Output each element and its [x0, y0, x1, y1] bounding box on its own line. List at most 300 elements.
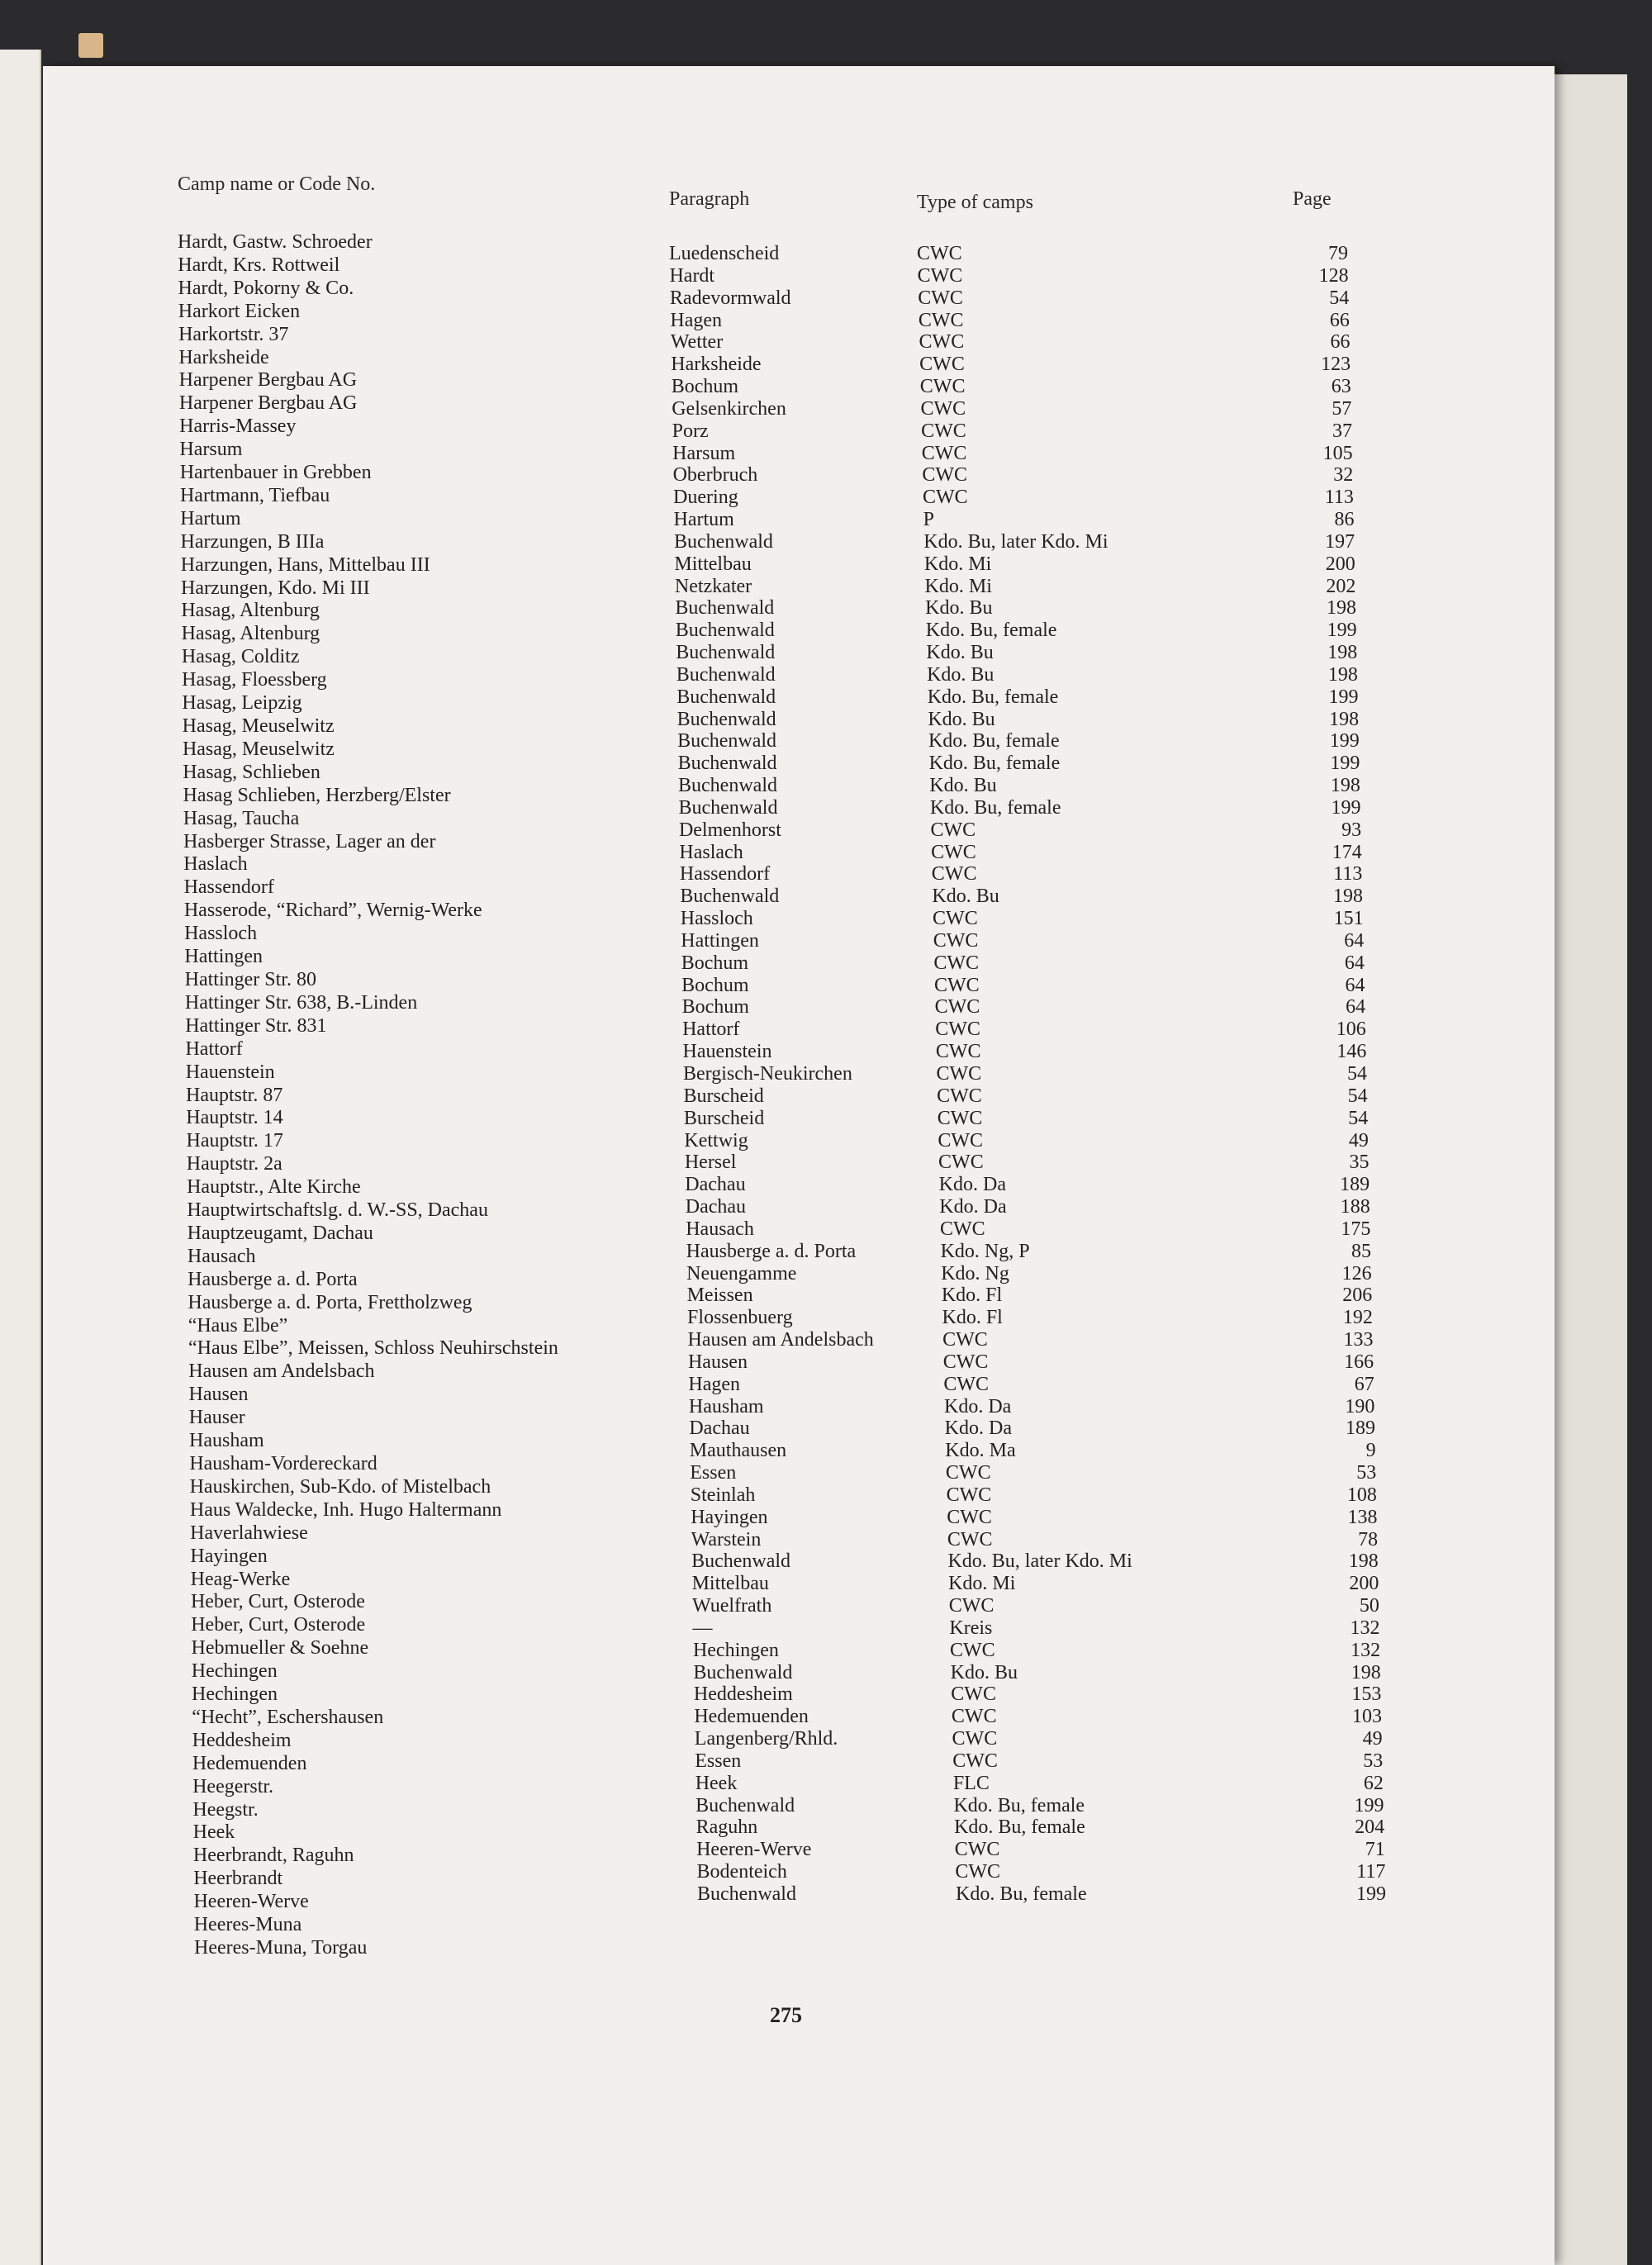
camp-name: Hauptwirtschaftslg. d. W.-SS, Dachau	[187, 1199, 488, 1222]
camp-name: Hasag, Meuselwitz	[182, 738, 335, 760]
paragraph: Buchenwald	[676, 642, 776, 664]
camp-type: Kdo. Ng, P	[940, 1240, 1030, 1262]
page-ref: 79	[1328, 243, 1348, 264]
camp-type: Kdo. Bu, female	[928, 730, 1060, 753]
page-ref: 146	[1336, 1041, 1367, 1063]
page-ref: 54	[1347, 1063, 1367, 1085]
page-ref: 108	[1346, 1484, 1377, 1506]
page-ref: 175	[1341, 1218, 1371, 1240]
paragraph: Buchenwald	[676, 663, 776, 686]
paragraph: Radevormwald	[669, 287, 791, 309]
paragraph: Hedemuenden	[694, 1706, 809, 1728]
camp-name: Hayingen	[190, 1545, 268, 1567]
paragraph: Porz	[672, 420, 709, 442]
page-ref: 198	[1330, 775, 1360, 797]
camp-name: Hardt, Gastw. Schroeder	[178, 231, 373, 253]
paragraph: Buchenwald	[680, 886, 780, 908]
camp-type: Kdo. Bu, female	[929, 796, 1061, 819]
camp-name: Hassloch	[184, 923, 258, 945]
page-ref: 192	[1342, 1307, 1373, 1329]
camp-type: CWC	[933, 974, 980, 996]
camp-name: Hasserode, “Richard”, Wernig-Werke	[183, 900, 482, 922]
camp-name: Hasberger Strasse, Lager an der	[183, 830, 436, 852]
camp-type: Kdo. Mi	[948, 1573, 1016, 1595]
paragraph: Essen	[690, 1462, 737, 1484]
camp-type: CWC	[917, 243, 962, 264]
camp-name: Hartum	[180, 507, 241, 529]
camp-type: Kdo. Bu	[932, 886, 999, 908]
camp-type: CWC	[921, 420, 966, 442]
camp-name: Heag-Werke	[190, 1568, 291, 1590]
camp-type: Kreis	[949, 1617, 993, 1639]
paragraph: Hechingen	[692, 1639, 779, 1661]
camp-name: Heegerstr.	[192, 1775, 274, 1797]
paragraph: Hagen	[688, 1373, 741, 1395]
camp-name: Hedemuenden	[192, 1752, 307, 1774]
page-ref: 138	[1347, 1506, 1378, 1528]
page-ref: 198	[1326, 597, 1356, 620]
camp-type: CWC	[917, 264, 963, 287]
camp-name: Heerbrandt, Raguhn	[192, 1845, 354, 1867]
camp-name: Heddesheim	[192, 1729, 292, 1751]
camp-name: Harpener Bergbau AG	[178, 369, 358, 392]
page-ref: 123	[1321, 354, 1351, 376]
paragraph: Duering	[673, 487, 738, 509]
paragraph: Buchenwald	[676, 708, 776, 730]
camp-name: Hasag Schlieben, Herzberg/Elster	[183, 784, 451, 806]
paragraph: Heddesheim	[693, 1683, 793, 1706]
camp-name: Heek	[192, 1821, 235, 1844]
paragraph: Hayingen	[691, 1506, 768, 1528]
page-ref: 197	[1325, 530, 1355, 553]
camp-type: Kdo. Bu	[928, 708, 995, 730]
camp-type: CWC	[936, 1063, 982, 1085]
camp-type: CWC	[947, 1506, 992, 1528]
page-ref: 113	[1333, 863, 1363, 886]
camp-name: Hebmueller & Soehne	[191, 1637, 369, 1660]
page-ref: 128	[1318, 264, 1349, 287]
paragraph: Hassendorf	[679, 863, 771, 886]
paragraph: Buchenwald	[675, 620, 775, 642]
page-ref: 206	[1342, 1284, 1373, 1307]
camp-name: Heerbrandt	[193, 1868, 283, 1890]
page-ref: 35	[1349, 1151, 1370, 1174]
camp-type: CWC	[919, 331, 965, 354]
camp-type: Kdo. Da	[939, 1196, 1007, 1218]
camp-type: Kdo. Bu, later Kdo. Mi	[947, 1550, 1132, 1573]
camp-name: Hasag, Taucha	[183, 807, 300, 829]
paragraph: Mauthausen	[689, 1440, 787, 1462]
paragraph: Luedenscheid	[669, 243, 780, 264]
camp-type: Kdo. Bu, female	[927, 686, 1059, 708]
camp-name: Hauptzeugamt, Dachau	[187, 1222, 373, 1244]
camp-type: Kdo. Bu	[925, 597, 993, 620]
page-ref: 188	[1340, 1196, 1370, 1218]
camp-name: Harzungen, Kdo. Mi III	[181, 577, 370, 599]
paragraph: Hausen	[687, 1351, 748, 1373]
camp-type: Kdo. Bu, female	[953, 1794, 1085, 1816]
paragraph: Bochum	[681, 952, 749, 974]
camp-name: Hausham	[189, 1430, 264, 1452]
page-ref: 126	[1341, 1262, 1372, 1284]
paragraph: Buchenwald	[678, 796, 778, 819]
camp-name: Heeres-Muna	[193, 1914, 302, 1936]
page-ref: 62	[1363, 1772, 1384, 1794]
paragraph: —	[692, 1617, 713, 1639]
page-ref: 64	[1344, 929, 1365, 952]
camp-type: CWC	[937, 1085, 982, 1107]
paragraph: Burscheid	[683, 1107, 765, 1129]
paragraph: Harsum	[672, 442, 736, 464]
camp-name: Hausham-Vordereckard	[189, 1452, 377, 1474]
page-ref: 199	[1354, 1794, 1384, 1816]
page-ref: 199	[1328, 686, 1359, 708]
camp-type: CWC	[942, 1329, 988, 1351]
camp-name: Hassendorf	[183, 876, 274, 899]
paragraph: Essen	[695, 1750, 742, 1772]
page-ref: 198	[1327, 642, 1358, 664]
camp-name: Hausberge a. d. Porta, Frettholzweg	[188, 1291, 472, 1313]
paragraph: Wuelfrath	[692, 1595, 772, 1617]
paragraph: Kettwig	[684, 1129, 748, 1151]
paragraph: Hersel	[684, 1151, 737, 1174]
camp-type: CWC	[919, 354, 965, 376]
camp-type: Kdo. Mi	[923, 553, 992, 575]
camp-name: Hartmann, Tiefbau	[179, 484, 330, 506]
camp-name: Hausach	[187, 1245, 256, 1267]
camp-type: CWC	[942, 1351, 989, 1373]
camp-type: Kdo. Da	[938, 1174, 1006, 1196]
paragraph: Dachau	[689, 1417, 750, 1440]
paragraph: Delmenhorst	[678, 819, 781, 841]
camp-name: Hauenstein	[185, 1061, 275, 1083]
page-ref: 57	[1332, 397, 1352, 420]
paragraph: Harksheide	[671, 354, 762, 376]
page-ref: 202	[1326, 575, 1356, 597]
camp-type: CWC	[933, 929, 979, 952]
camp-name: Harkort Eicken	[178, 300, 301, 322]
camp-type: Kdo. Bu	[929, 775, 997, 797]
camp-type: CWC	[931, 863, 977, 886]
paragraph: Buchenwald	[677, 753, 777, 775]
page-ref: 153	[1351, 1683, 1382, 1706]
paragraph: Bochum	[681, 974, 749, 996]
camp-name: Heegstr.	[192, 1798, 259, 1821]
paragraph: Heeren-Werve	[696, 1839, 812, 1861]
camp-type: Kdo. Bu	[926, 642, 994, 664]
paragraph: Buchenwald	[691, 1550, 791, 1573]
paragraph: Burscheid	[683, 1085, 764, 1107]
header-page: Page	[1293, 188, 1332, 210]
camp-type: CWC	[938, 1129, 984, 1151]
paragraph: Raguhn	[695, 1816, 758, 1839]
page-ref: 198	[1327, 663, 1358, 686]
camp-type: CWC	[948, 1595, 995, 1617]
page-ref: 64	[1346, 996, 1366, 1019]
page-ref: 66	[1330, 331, 1351, 354]
page-ref: 66	[1329, 309, 1350, 331]
paragraph: Bochum	[681, 996, 749, 1019]
page-ref: 200	[1325, 553, 1355, 575]
page-number: 275	[770, 2003, 802, 2027]
camp-name: Hechingen	[191, 1660, 278, 1683]
camp-name: Hasag, Meuselwitz	[182, 715, 335, 737]
paragraph: Meissen	[686, 1284, 753, 1307]
page-ref: 71	[1365, 1839, 1385, 1861]
camp-type: CWC	[922, 487, 968, 509]
camp-name: Harzungen, B IIIa	[180, 530, 325, 553]
camp-name: Hauptstr. 2a	[186, 1153, 282, 1175]
paragraph: Heek	[695, 1772, 738, 1794]
camp-type: CWC	[955, 1861, 1001, 1883]
camp-type: Kdo. Bu, female	[954, 1816, 1085, 1839]
camp-type: CWC	[921, 442, 967, 464]
page-ref: 106	[1336, 1019, 1366, 1041]
paragraph: Netzkater	[674, 575, 752, 597]
page-ref: 200	[1349, 1573, 1379, 1595]
camp-type: Kdo. Da	[944, 1417, 1012, 1440]
paragraph: Buchenwald	[693, 1661, 793, 1683]
page-ref: 9	[1365, 1440, 1376, 1462]
paragraph: Hausberge a. d. Porta	[686, 1240, 857, 1262]
camp-type: CWC	[945, 1462, 991, 1484]
paragraph: Hausen am Andelsbach	[687, 1329, 874, 1351]
page-ref: 103	[1352, 1706, 1383, 1728]
page-ref: 86	[1334, 509, 1355, 531]
camp-name: Hauptstr., Alte Kirche	[187, 1176, 361, 1199]
page-ref: 54	[1329, 287, 1350, 309]
paragraph: Bochum	[671, 376, 739, 398]
camp-type: CWC	[943, 1373, 990, 1395]
camp-type: CWC	[919, 376, 966, 398]
paragraph: Buchenwald	[697, 1883, 796, 1905]
page-ref: 54	[1348, 1107, 1369, 1129]
camp-name: Harpener Bergbau AG	[178, 392, 358, 415]
camp-name: Hardt, Krs. Rottweil	[178, 254, 340, 276]
paragraph: Bodenteich	[696, 1861, 787, 1883]
page-ref: 189	[1345, 1417, 1375, 1440]
page-ref: 53	[1363, 1750, 1384, 1772]
paragraph: Mittelbau	[691, 1573, 769, 1595]
camp-type: CWC	[920, 397, 966, 420]
page-ref: 113	[1324, 487, 1354, 509]
page-ref: 64	[1345, 974, 1365, 996]
paragraph: Buchenwald	[673, 530, 773, 553]
camp-type: CWC	[922, 464, 968, 487]
camp-name: “Haus Elbe”, Meissen, Schloss Neuhirschstein	[188, 1337, 558, 1360]
page-ref: 49	[1362, 1728, 1383, 1750]
camp-name: Harzungen, Hans, Mittelbau III	[180, 553, 430, 576]
camp-name: Hechingen	[192, 1683, 278, 1706]
page-ref: 63	[1331, 376, 1351, 398]
page-ref: 198	[1351, 1661, 1381, 1683]
camp-type: Kdo. Fl	[941, 1284, 1003, 1307]
camp-name: “Haus Elbe”	[188, 1314, 288, 1337]
page-ref: 117	[1356, 1861, 1386, 1883]
page-ref: 204	[1355, 1816, 1385, 1839]
camp-name: Hauptstr. 17	[186, 1130, 283, 1152]
camp-name: Hattinger Str. 80	[184, 968, 316, 990]
camp-name: Hausen	[188, 1384, 249, 1406]
paragraph: Buchenwald	[676, 686, 776, 708]
paragraph: Hattingen	[681, 929, 759, 952]
page-ref: 198	[1348, 1550, 1379, 1573]
page-ref: 199	[1327, 620, 1357, 642]
camp-name: Hasag, Leipzig	[182, 692, 302, 715]
camp-name: “Hecht”, Eschershausen	[192, 1706, 384, 1728]
camp-name: Hasag, Altenburg	[181, 600, 320, 622]
camp-type: CWC	[938, 1151, 984, 1174]
camp-name: Heeren-Werve	[193, 1891, 309, 1913]
camp-type: Kdo. Bu, female	[956, 1883, 1087, 1905]
camp-name: Hattinger Str. 638, B.-Linden	[184, 991, 418, 1014]
camp-name: Hauptstr. 87	[186, 1084, 283, 1106]
paragraph: Hartum	[673, 509, 734, 531]
camp-type: CWC	[931, 841, 976, 863]
camp-type: CWC	[930, 819, 976, 841]
camp-type: CWC	[952, 1728, 998, 1750]
paragraph: Dachau	[685, 1174, 746, 1196]
camp-name: Hasag, Colditz	[181, 646, 300, 668]
camp-name: Haus Waldecke, Inh. Hugo Haltermann	[189, 1498, 502, 1521]
paragraph: Hausach	[686, 1218, 754, 1240]
paragraph: Buchenwald	[677, 730, 777, 753]
page-ref: 133	[1343, 1329, 1374, 1351]
camp-type: CWC	[952, 1750, 998, 1772]
camp-name: Heber, Curt, Osterode	[190, 1591, 365, 1613]
camp-type: Kdo. Bu	[950, 1661, 1018, 1683]
paragraph: Steinlah	[690, 1484, 756, 1506]
header-camp-name: Camp name or Code No.	[178, 173, 376, 195]
page-ref: 93	[1341, 819, 1362, 841]
camp-type: Kdo. Bu, later Kdo. Mi	[923, 530, 1108, 553]
paragraph: Hagen	[670, 309, 723, 331]
page-ref: 198	[1329, 708, 1360, 730]
camp-type: FLC	[952, 1772, 990, 1794]
page-ref: 53	[1356, 1462, 1377, 1484]
paragraph: Hauenstein	[682, 1041, 772, 1063]
camp-type: CWC	[937, 1107, 983, 1129]
camp-type: Kdo. Ma	[945, 1440, 1016, 1462]
camp-name: Haverlahwiese	[190, 1522, 308, 1544]
camp-name: Hasag, Schlieben	[183, 761, 320, 783]
camp-name: Hausberge a. d. Porta	[188, 1268, 358, 1290]
page-ref: 32	[1333, 464, 1354, 487]
camp-type: Kdo. Da	[944, 1395, 1012, 1417]
camp-type: Kdo. Bu, female	[925, 620, 1057, 642]
paragraph: Warstein	[691, 1528, 762, 1550]
page-ref: 132	[1351, 1639, 1381, 1661]
paragraph: Hassloch	[680, 908, 753, 930]
header-paragraph: Paragraph	[669, 188, 750, 210]
paragraph: Neuengamme	[686, 1262, 797, 1284]
page-ref: 199	[1329, 730, 1360, 753]
camp-name: Hattingen	[184, 946, 263, 968]
paragraph: Bergisch-Neukirchen	[683, 1063, 852, 1085]
camp-type: CWC	[939, 1218, 985, 1240]
camp-type: CWC	[935, 1041, 981, 1063]
paragraph: Hausham	[688, 1395, 764, 1417]
camp-name: Hauskirchen, Sub-Kdo. of Mistelbach	[189, 1475, 491, 1498]
camp-name: Harris-Massey	[179, 415, 297, 438]
page-ref: 199	[1330, 753, 1360, 775]
page-ref: 49	[1348, 1129, 1369, 1151]
document-page	[43, 66, 1555, 2265]
paragraph: Buchenwald	[675, 597, 775, 620]
camp-name: Hauser	[188, 1407, 245, 1429]
paragraph: Flossenbuerg	[687, 1307, 793, 1329]
camp-type: Kdo. Fl	[942, 1307, 1003, 1329]
page-ref: 174	[1332, 841, 1362, 863]
page-ref: 166	[1344, 1351, 1374, 1373]
camp-name: Harsum	[179, 439, 243, 461]
paragraph: Buchenwald	[678, 775, 777, 797]
camp-type: CWC	[947, 1528, 993, 1550]
binding-tab	[78, 33, 103, 58]
paragraph: Wetter	[670, 331, 724, 354]
camp-type: CWC	[933, 908, 978, 930]
camp-name: Hartenbauer in Grebben	[179, 462, 372, 484]
camp-type: CWC	[950, 1639, 995, 1661]
camp-name: Hattinger Str. 831	[185, 1014, 327, 1037]
camp-name: Hasag, Floessberg	[182, 669, 327, 691]
paragraph: Hattorf	[682, 1019, 740, 1041]
camp-name: Heber, Curt, Osterode	[191, 1614, 366, 1636]
camp-name: Hausen am Andelsbach	[188, 1360, 375, 1383]
page-ref: 199	[1356, 1883, 1386, 1905]
camp-name: Harkortstr. 37	[178, 323, 289, 345]
camp-type: CWC	[918, 309, 964, 331]
camp-type: Kdo. Bu, female	[928, 753, 1061, 775]
page-ref: 189	[1340, 1174, 1370, 1196]
paragraph: Haslach	[679, 841, 743, 863]
page-ref: 67	[1354, 1373, 1374, 1395]
page-ref: 50	[1359, 1595, 1379, 1617]
camp-type: CWC	[951, 1706, 997, 1728]
page-ref: 78	[1358, 1528, 1379, 1550]
paragraph: Buchenwald	[695, 1794, 795, 1816]
camp-type: Kdo. Mi	[924, 575, 992, 597]
paragraph: Mittelbau	[674, 553, 752, 575]
page-ref: 64	[1344, 952, 1365, 974]
paragraph: Langenberg/Rhld.	[694, 1728, 838, 1750]
camp-name: Harksheide	[178, 346, 269, 368]
page-ref: 105	[1322, 442, 1353, 464]
camp-type: Kdo. Bu	[927, 663, 995, 686]
camp-type: CWC	[933, 952, 979, 974]
page-ref: 151	[1333, 908, 1364, 930]
page-ref: 198	[1333, 886, 1364, 908]
paragraph: Dachau	[685, 1196, 747, 1218]
page-ref: 85	[1351, 1240, 1371, 1262]
camp-name: Hardt, Pokorny & Co.	[178, 277, 354, 299]
camp-type: CWC	[954, 1839, 1000, 1861]
page-ref: 190	[1345, 1395, 1375, 1417]
camp-type: Kdo. Ng	[941, 1262, 1009, 1284]
camp-type: CWC	[935, 1019, 980, 1041]
camp-name: Hasag, Altenburg	[181, 623, 320, 645]
page-ref: 54	[1347, 1085, 1368, 1107]
camp-type: P	[923, 509, 934, 531]
camp-type: CWC	[918, 287, 963, 309]
camp-type: CWC	[934, 996, 980, 1019]
paragraph: Gelsenkirchen	[672, 397, 786, 420]
paragraph: Oberbruch	[672, 464, 758, 487]
camp-type: CWC	[951, 1683, 996, 1706]
page-ref: 132	[1350, 1617, 1380, 1639]
page-ref: 199	[1331, 796, 1361, 819]
camp-name: Hattorf	[185, 1038, 243, 1060]
